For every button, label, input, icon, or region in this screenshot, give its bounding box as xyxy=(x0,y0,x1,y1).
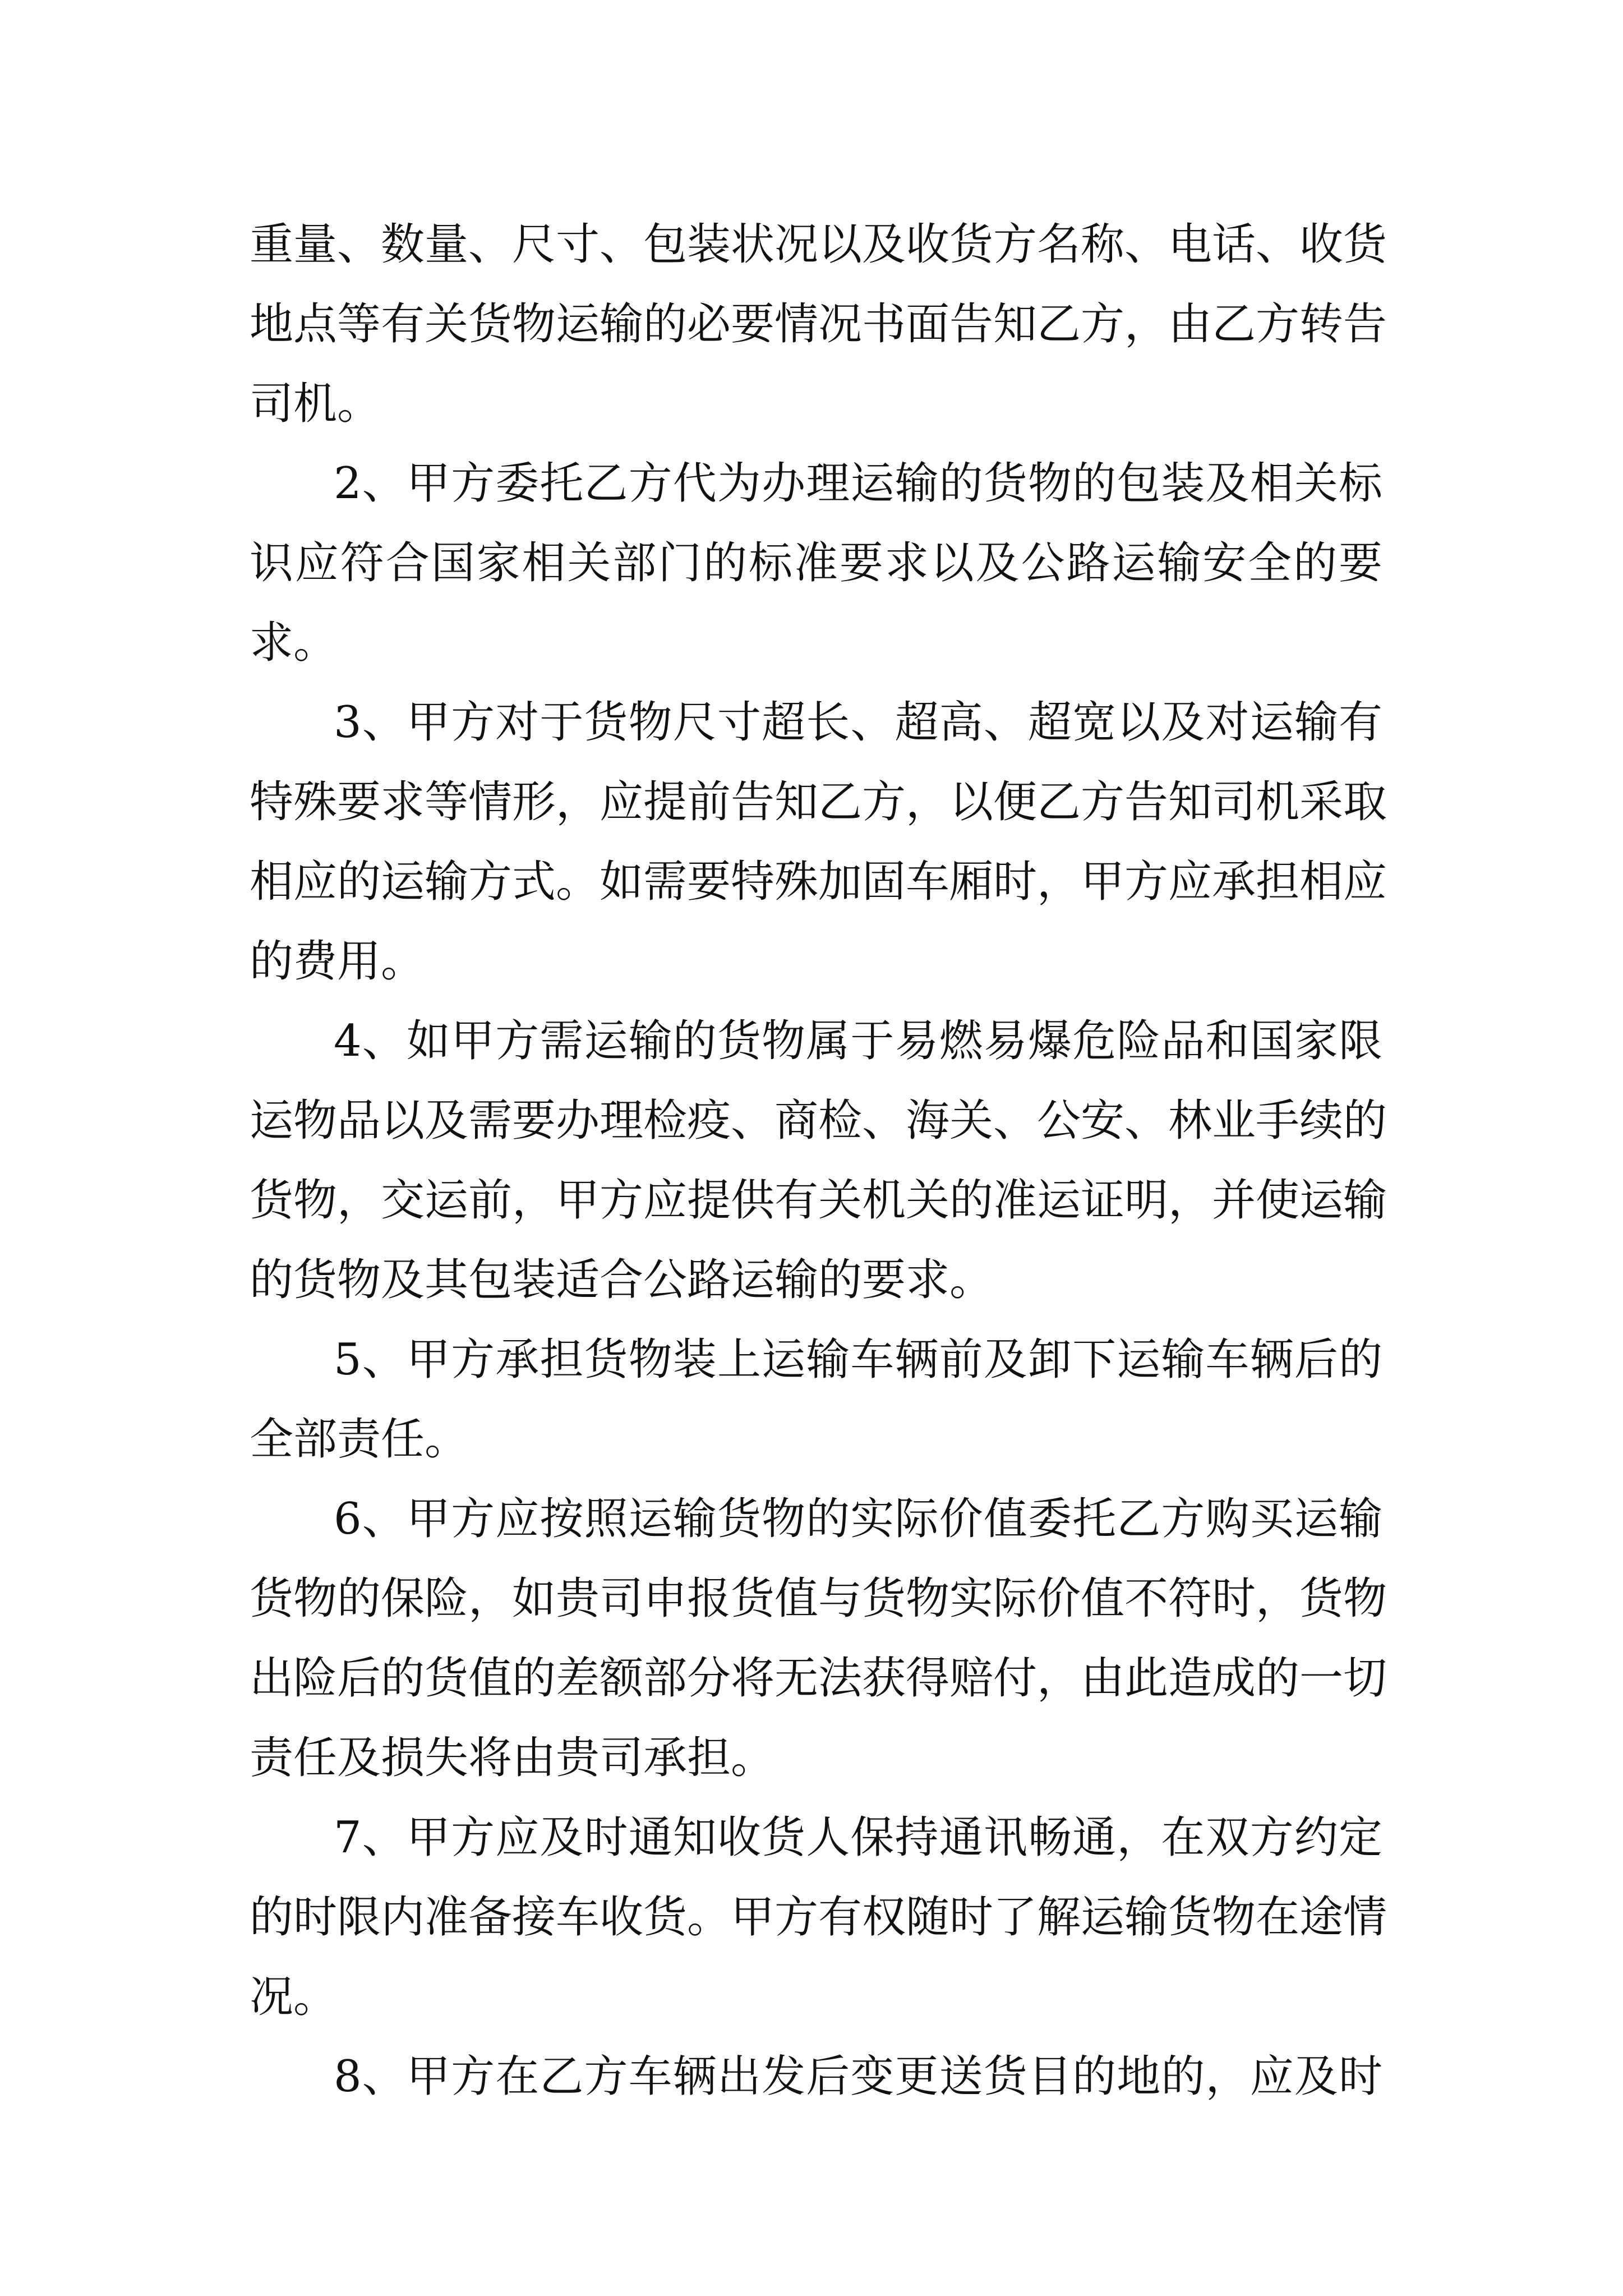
text-line: 货物，交运前，甲方应提供有关机关的准运证明，并使运输 xyxy=(250,1175,1387,1226)
text-line: 的时限内准备接车收货。甲方有权随时了解运输货物在途情 xyxy=(250,1892,1387,1943)
text-line: 识应符合国家相关部门的标准要求以及公路运输安全的要 xyxy=(250,538,1382,588)
text-line: 3、甲方对于货物尺寸超长、超高、超宽以及对运输有 xyxy=(334,697,1382,748)
text-line: 相应的运输方式。如需要特殊加固车厢时，甲方应承担相应 xyxy=(250,857,1387,907)
text-line: 2、甲方委托乙方代为办理运输的货物的包装及相关标 xyxy=(334,458,1382,509)
text-line: 出险后的货值的差额部分将无法获得赔付，由此造成的一切 xyxy=(250,1653,1387,1704)
text-line: 特殊要求等情形，应提前告知乙方，以便乙方告知司机采取 xyxy=(250,777,1387,827)
text-line: 5、甲方承担货物装上运输车辆前及卸下运输车辆后的 xyxy=(334,1335,1382,1385)
text-line: 运物品以及需要办理检疫、商检、海关、公安、林业手续的 xyxy=(250,1096,1387,1146)
text-line: 司机。 xyxy=(250,379,381,429)
text-line: 求。 xyxy=(250,618,338,668)
text-line: 况。 xyxy=(250,1972,338,2022)
text-line: 地点等有关货物运输的必要情况书面告知乙方，由乙方转告 xyxy=(250,299,1387,349)
text-line: 的货物及其包装适合公路运输的要求。 xyxy=(250,1255,994,1305)
document-body xyxy=(250,205,1387,2116)
text-line: 8、甲方在乙方车辆出发后变更送货目的地的，应及时 xyxy=(334,2051,1382,2102)
text-line: 的费用。 xyxy=(250,936,425,987)
text-line: 4、如甲方需运输的货物属于易燃易爆危险品和国家限 xyxy=(334,1016,1382,1066)
text-line: 7、甲方应及时通知收货人保持通讯畅通，在双方约定 xyxy=(334,1812,1382,1863)
text-line: 重量、数量、尺寸、包装状况以及收货方名称、电话、收货 xyxy=(250,219,1387,270)
text-line: 责任及损失将由贵司承担。 xyxy=(250,1733,775,1783)
text-line: 全部责任。 xyxy=(250,1414,469,1465)
text-line: 6、甲方应按照运输货物的实际价值委托乙方购买运输 xyxy=(334,1494,1382,1544)
text-line: 货物的保险，如贵司申报货值与货物实际价值不符时，货物 xyxy=(250,1573,1387,1624)
